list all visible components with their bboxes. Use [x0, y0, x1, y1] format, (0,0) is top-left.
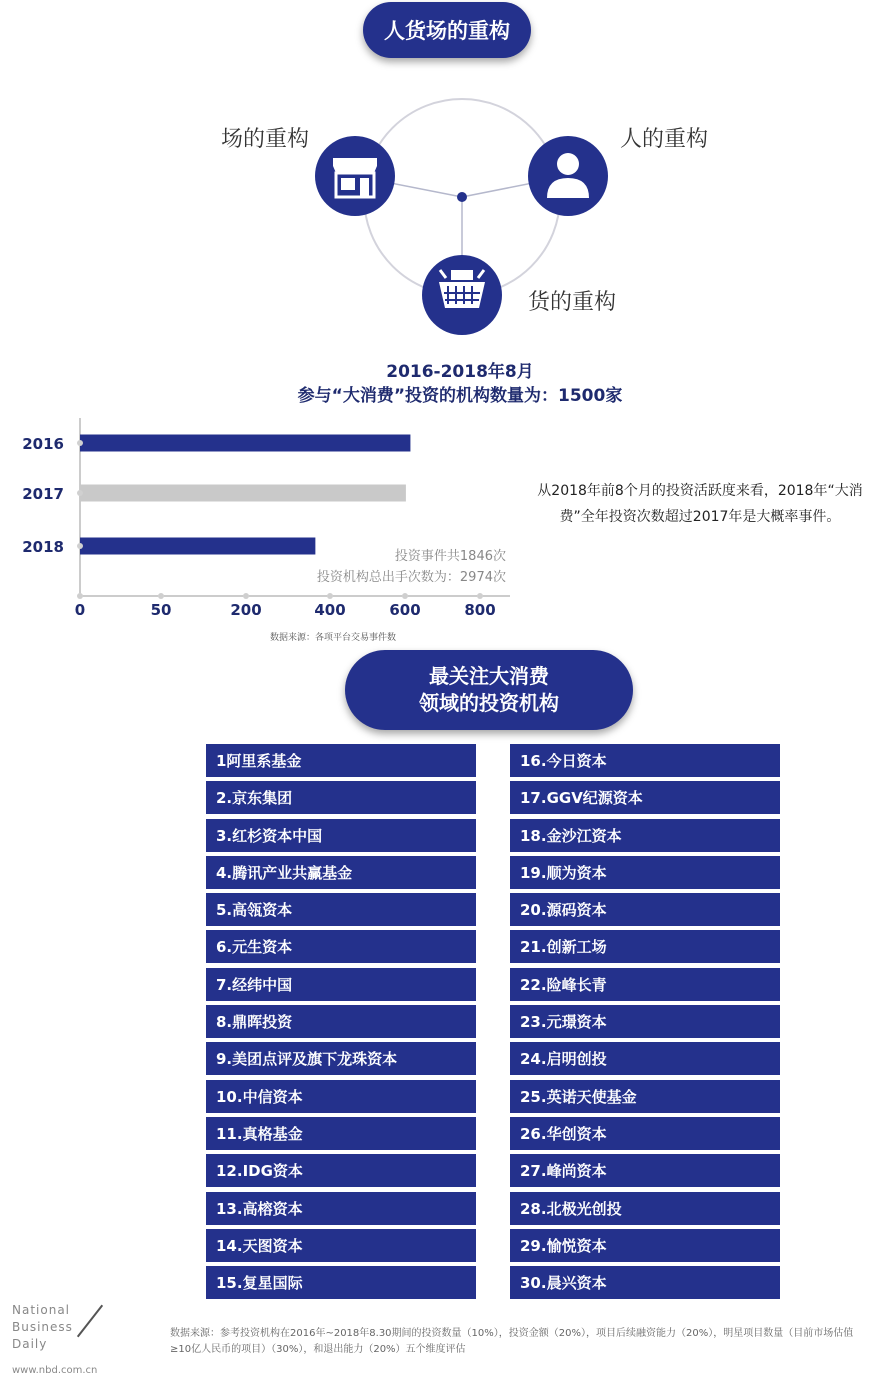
restructure-diagram — [0, 60, 890, 350]
tick-label: 200 — [230, 601, 262, 619]
institution-item: 19.顺为资本 — [510, 856, 780, 889]
institution-item: 29.愉悦资本 — [510, 1229, 780, 1262]
tick-dot — [327, 593, 333, 599]
bar-start-dot — [77, 543, 83, 549]
bar-2018 — [80, 538, 315, 555]
institution-item: 28.北极光创投 — [510, 1192, 780, 1225]
diagram-svg — [0, 60, 890, 350]
institution-item: 13.高榕资本 — [206, 1192, 476, 1225]
institution-item: 2.京东集团 — [206, 781, 476, 814]
tick-dot — [77, 593, 83, 599]
category-label: 2018 — [22, 538, 64, 556]
tick-label: 0 — [74, 601, 86, 619]
tick-label: 50 — [150, 601, 172, 619]
tick-dot — [477, 593, 483, 599]
section-title: 人货场的重构 — [384, 19, 510, 43]
nbd-url: www.nbd.com.cn — [12, 1365, 98, 1376]
tick-dot — [402, 593, 408, 599]
institution-item: 23.元璟资本 — [510, 1005, 780, 1038]
nbd-logo — [12, 1302, 73, 1353]
institution-item: 25.英诺天使基金 — [510, 1080, 780, 1113]
institution-item: 6.元生资本 — [206, 930, 476, 963]
bar-2017 — [80, 485, 406, 502]
institution-item: 4.腾讯产业共赢基金 — [206, 856, 476, 889]
category-label: 2016 — [22, 435, 64, 453]
node-label-people: 人的重构 — [620, 127, 709, 152]
basket-icon — [422, 255, 502, 335]
institution-item: 26.华创资本 — [510, 1117, 780, 1150]
institution-item: 30.晨兴资本 — [510, 1266, 780, 1299]
person-icon — [528, 136, 608, 216]
institution-item: 8.鼎晖投资 — [206, 1005, 476, 1038]
bar-2016 — [80, 435, 410, 452]
focus-title-line2: 领域的投资机构 — [419, 691, 559, 715]
chart-title-line1: 2016-2018年8月 — [386, 362, 534, 382]
institution-list-right — [510, 744, 780, 1303]
bottom-source-note: 数据来源：参考投资机构在2016年~2018年8.30期间的投资数量（10%），投资金额（20%），项目后续融资能力（20%），明星项目数量（目前市场估值≥10亿人民币的项目）（30%），和退出能力（20%）五个维度评估 — [170, 1328, 854, 1355]
institution-item: 9.美团点评及旗下龙珠资本 — [206, 1042, 476, 1075]
nbd-logo-slash — [77, 1305, 103, 1338]
institution-item: 22.险峰长青 — [510, 968, 780, 1001]
bar-start-dot — [77, 440, 83, 446]
chart-note: 从2018年前8个月的投资活跃度来看，2018年“大消费”全年投资次数超过2017年是大概率事件。 — [537, 483, 863, 525]
nbd-logo-line: Business — [12, 1320, 73, 1334]
institution-item: 27.峰尚资本 — [510, 1154, 780, 1187]
tick-label: 800 — [464, 601, 496, 619]
institution-item: 18.金沙江资本 — [510, 819, 780, 852]
institution-item: 5.高瓴资本 — [206, 893, 476, 926]
chart-source: 数据来源：各项平台交易事件数 — [270, 633, 397, 643]
tick-label: 400 — [314, 601, 346, 619]
focus-title-pill — [345, 650, 633, 730]
institution-item: 20.源码资本 — [510, 893, 780, 926]
bar-chart — [0, 400, 560, 630]
tick-dot — [158, 593, 164, 599]
institution-item: 12.IDG资本 — [206, 1154, 476, 1187]
node-label-goods: 货的重构 — [528, 290, 617, 315]
institution-item: 15.复星国际 — [206, 1266, 476, 1299]
institution-item: 7.经纬中国 — [206, 968, 476, 1001]
node-label-place: 场的重构 — [221, 127, 310, 152]
category-label: 2017 — [22, 485, 64, 503]
section-title-pill — [363, 2, 531, 58]
annotation-events: 投资事件共1846次 — [394, 549, 506, 564]
annotation-rounds: 投资机构总出手次数为：2974次 — [316, 570, 506, 585]
institution-list-left — [206, 744, 476, 1303]
institution-item: 10.中信资本 — [206, 1080, 476, 1113]
tick-label: 600 — [389, 601, 421, 619]
storefront-icon — [315, 136, 395, 216]
institution-item: 14.天图资本 — [206, 1229, 476, 1262]
institution-item: 24.启明创投 — [510, 1042, 780, 1075]
institution-item: 21.创新工场 — [510, 930, 780, 963]
tick-dot — [243, 593, 249, 599]
institution-item: 17.GGV纪源资本 — [510, 781, 780, 814]
institution-item: 16.今日资本 — [510, 744, 780, 777]
nbd-logo-line: Daily — [12, 1337, 48, 1351]
chart-title-line2: 参与“大消费”投资的机构数量为：1500家 — [297, 386, 623, 406]
focus-title-line1: 最关注大消费 — [429, 664, 549, 688]
institution-item: 1阿里系基金 — [206, 744, 476, 777]
institution-item: 3.红杉资本中国 — [206, 819, 476, 852]
nbd-logo-line: National — [12, 1303, 71, 1317]
diagram-center-dot — [457, 192, 467, 202]
institution-item: 11.真格基金 — [206, 1117, 476, 1150]
bar-start-dot — [77, 490, 83, 496]
